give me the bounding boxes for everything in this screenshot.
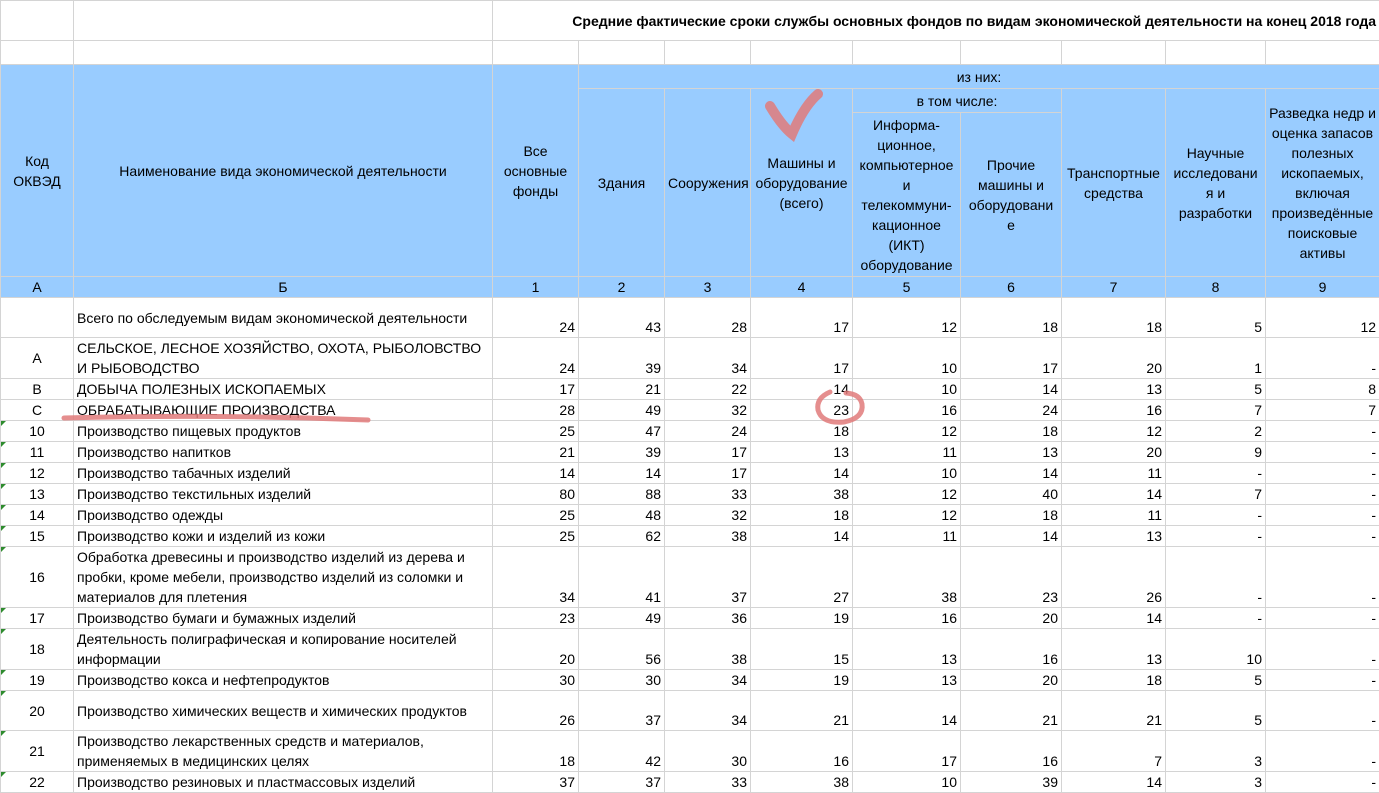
value-cell-col-4[interactable]: 16: [751, 731, 853, 772]
value-cell-col-1[interactable]: 25: [493, 421, 579, 442]
value-cell-col-9[interactable]: -: [1266, 629, 1379, 670]
row-code-cell[interactable]: 13: [1, 484, 74, 505]
value-cell-col-7[interactable]: 26: [1062, 547, 1166, 608]
value-cell-col-9[interactable]: -: [1266, 338, 1379, 379]
value-cell-col-4[interactable]: 17: [751, 338, 853, 379]
value-cell-col-9[interactable]: -: [1266, 484, 1379, 505]
table-row: [1, 629, 1379, 670]
value-cell-col-8[interactable]: 5: [1166, 670, 1266, 691]
value-cell-col-1[interactable]: 34: [493, 547, 579, 608]
column-index-1[interactable]: Б: [74, 277, 493, 298]
value-cell-col-1[interactable]: 17: [493, 379, 579, 400]
value-cell-col-9[interactable]: -: [1266, 608, 1379, 629]
value-cell-col-2[interactable]: 39: [579, 338, 665, 379]
value-cell-col-5[interactable]: 10: [853, 463, 961, 484]
value-cell-col-1[interactable]: 25: [493, 526, 579, 547]
value-cell-col-5[interactable]: 12: [853, 298, 961, 338]
header-including[interactable]: в том числе:: [853, 89, 1062, 113]
value-cell-col-9[interactable]: -: [1266, 731, 1379, 772]
column-index-8[interactable]: 7: [1062, 277, 1166, 298]
value-cell-col-4[interactable]: 13: [751, 442, 853, 463]
value-cell-col-4[interactable]: 14: [751, 463, 853, 484]
column-index-row: [1, 277, 1379, 298]
row-name-cell[interactable]: Производство резиновых и пластмассовых изделий: [74, 772, 493, 793]
value-cell-col-3[interactable]: 33: [665, 484, 751, 505]
value-cell-col-7[interactable]: 11: [1062, 505, 1166, 526]
value-cell-col-3[interactable]: 38: [665, 629, 751, 670]
value-cell-col-6[interactable]: 39: [961, 772, 1062, 793]
header-ict[interactable]: Информа-ционное, компьютерное и телекоммуни-кационное (ИКТ) оборудование: [853, 113, 961, 277]
row-code-cell[interactable]: 15: [1, 526, 74, 547]
row-code-cell[interactable]: 11: [1, 442, 74, 463]
value-cell-col-8[interactable]: 5: [1166, 379, 1266, 400]
data-rows: [1, 298, 1379, 793]
value-cell-col-5[interactable]: 11: [853, 526, 961, 547]
value-cell-col-4[interactable]: 19: [751, 608, 853, 629]
value-cell-col-4[interactable]: 18: [751, 421, 853, 442]
table-row: [1, 400, 1379, 421]
value-cell-col-3[interactable]: 32: [665, 505, 751, 526]
value-cell-col-7[interactable]: 11: [1062, 463, 1166, 484]
value-cell-col-4[interactable]: 17: [751, 298, 853, 338]
value-cell-col-3[interactable]: 37: [665, 547, 751, 608]
value-cell-col-5[interactable]: 10: [853, 379, 961, 400]
value-cell-col-7[interactable]: 14: [1062, 608, 1166, 629]
value-cell-col-4[interactable]: 14: [751, 526, 853, 547]
value-cell-col-4[interactable]: 18: [751, 505, 853, 526]
value-cell-col-7[interactable]: 14: [1062, 772, 1166, 793]
value-cell-col-2[interactable]: 56: [579, 629, 665, 670]
value-cell-col-3[interactable]: 24: [665, 421, 751, 442]
row-name-cell[interactable]: Производство текстильных изделий: [74, 484, 493, 505]
value-cell-col-7[interactable]: 14: [1062, 484, 1166, 505]
value-cell-col-4[interactable]: 21: [751, 691, 853, 731]
value-cell-col-8[interactable]: 5: [1166, 298, 1266, 338]
value-cell-col-7[interactable]: 13: [1062, 526, 1166, 547]
value-cell-col-3[interactable]: 32: [665, 400, 751, 421]
value-cell-col-6[interactable]: 13: [961, 442, 1062, 463]
table-row: [1, 338, 1379, 379]
header-other-machinery[interactable]: Прочие машины и оборудовани е: [961, 113, 1062, 277]
value-cell-col-2[interactable]: 39: [579, 442, 665, 463]
table-row: [1, 526, 1379, 547]
value-cell-col-8[interactable]: 3: [1166, 731, 1266, 772]
value-cell-col-4[interactable]: 23: [751, 400, 853, 421]
value-cell-col-8[interactable]: -: [1166, 608, 1266, 629]
row-name-cell[interactable]: Производство бумаги и бумажных изделий: [74, 608, 493, 629]
column-index-2[interactable]: 1: [493, 277, 579, 298]
row-code-cell[interactable]: 10: [1, 421, 74, 442]
value-cell-col-9[interactable]: -: [1266, 442, 1379, 463]
table-row: [1, 484, 1379, 505]
row-name-cell[interactable]: Производство кокса и нефтепродуктов: [74, 670, 493, 691]
header-exploration[interactable]: Разведка недр и оценка запасов полезных ископаемых, включая произведённые поисковые активы: [1266, 89, 1379, 277]
column-index-9[interactable]: 8: [1166, 277, 1266, 298]
header-transport[interactable]: Транспортные средства: [1062, 89, 1166, 277]
value-cell-col-5[interactable]: 10: [853, 338, 961, 379]
value-cell-col-9[interactable]: -: [1266, 505, 1379, 526]
column-index-6[interactable]: 5: [853, 277, 961, 298]
value-cell-col-2[interactable]: 37: [579, 772, 665, 793]
value-cell-col-2[interactable]: 14: [579, 463, 665, 484]
value-cell-col-8[interactable]: -: [1166, 526, 1266, 547]
header-buildings[interactable]: Здания: [579, 89, 665, 277]
value-cell-col-5[interactable]: 12: [853, 484, 961, 505]
value-cell-col-6[interactable]: 17: [961, 338, 1062, 379]
value-cell-col-8[interactable]: -: [1166, 505, 1266, 526]
value-cell-col-2[interactable]: 62: [579, 526, 665, 547]
value-cell-col-6[interactable]: 23: [961, 547, 1062, 608]
value-cell-col-7[interactable]: 20: [1062, 338, 1166, 379]
row-code-cell[interactable]: 21: [1, 731, 74, 772]
value-cell-col-8[interactable]: 5: [1166, 691, 1266, 731]
value-cell-col-6[interactable]: 18: [961, 298, 1062, 338]
value-cell-col-7[interactable]: 21: [1062, 691, 1166, 731]
table-row: [1, 298, 1379, 338]
value-cell-col-6[interactable]: 20: [961, 608, 1062, 629]
table-row: [1, 731, 1379, 772]
value-cell-col-9[interactable]: 12: [1266, 298, 1379, 338]
table-row: [1, 505, 1379, 526]
value-cell-col-6[interactable]: 20: [961, 670, 1062, 691]
row-code-cell[interactable]: B: [1, 379, 74, 400]
value-cell-col-3[interactable]: 34: [665, 338, 751, 379]
value-cell-col-7[interactable]: 13: [1062, 629, 1166, 670]
value-cell-col-2[interactable]: 42: [579, 731, 665, 772]
value-cell-col-5[interactable]: 13: [853, 629, 961, 670]
column-index-3[interactable]: 2: [579, 277, 665, 298]
value-cell-col-7[interactable]: 18: [1062, 670, 1166, 691]
value-cell-col-5[interactable]: 12: [853, 505, 961, 526]
value-cell-col-5[interactable]: 16: [853, 608, 961, 629]
header-machinery[interactable]: Машины и оборудование (всего): [751, 89, 853, 277]
row-name-cell[interactable]: Всего по обследуемым видам экономической деятельности: [74, 298, 493, 338]
header-name[interactable]: Наименование вида экономической деятельности: [74, 65, 493, 277]
table-row: [1, 772, 1379, 793]
row-name-cell[interactable]: Производство лекарственных средств и материалов, применяемых в медицинских целях: [74, 731, 493, 772]
value-cell-col-9[interactable]: -: [1266, 670, 1379, 691]
row-code-cell[interactable]: 17: [1, 608, 74, 629]
value-cell-col-4[interactable]: 19: [751, 670, 853, 691]
value-cell-col-7[interactable]: 16: [1062, 400, 1166, 421]
value-cell-col-6[interactable]: 40: [961, 484, 1062, 505]
value-cell-col-8[interactable]: 1: [1166, 338, 1266, 379]
value-cell-col-2[interactable]: 47: [579, 421, 665, 442]
value-cell-col-8[interactable]: -: [1166, 463, 1266, 484]
value-cell-col-2[interactable]: 41: [579, 547, 665, 608]
value-cell-col-1[interactable]: 24: [493, 338, 579, 379]
value-cell-col-1[interactable]: 23: [493, 608, 579, 629]
column-index-0[interactable]: А: [1, 277, 74, 298]
value-cell-col-1[interactable]: 80: [493, 484, 579, 505]
value-cell-col-4[interactable]: 14: [751, 379, 853, 400]
value-cell-col-6[interactable]: 21: [961, 691, 1062, 731]
value-cell-col-2[interactable]: 43: [579, 298, 665, 338]
row-code-cell[interactable]: 18: [1, 629, 74, 670]
header-of-which[interactable]: из них:: [579, 65, 1379, 89]
value-cell-col-1[interactable]: 26: [493, 691, 579, 731]
value-cell-col-1[interactable]: 21: [493, 442, 579, 463]
value-cell-col-8[interactable]: 9: [1166, 442, 1266, 463]
table-row: [1, 608, 1379, 629]
row-name-cell[interactable]: Обработка древесины и производство изделий из дерева и пробки, кроме мебели, производство изделий из соломки и материалов для плетения: [74, 547, 493, 608]
row-name-cell[interactable]: Производство кожи и изделий из кожи: [74, 526, 493, 547]
value-cell-col-8[interactable]: 10: [1166, 629, 1266, 670]
value-cell-col-2[interactable]: 88: [579, 484, 665, 505]
value-cell-col-8[interactable]: 2: [1166, 421, 1266, 442]
value-cell-col-3[interactable]: 30: [665, 731, 751, 772]
value-cell-col-9[interactable]: 7: [1266, 400, 1379, 421]
column-index-7[interactable]: 6: [961, 277, 1062, 298]
value-cell-col-9[interactable]: 8: [1266, 379, 1379, 400]
column-index-10[interactable]: 9: [1266, 277, 1379, 298]
table-row: [1, 463, 1379, 484]
value-cell-col-5[interactable]: 10: [853, 772, 961, 793]
value-cell-col-6[interactable]: 14: [961, 526, 1062, 547]
header-research[interactable]: Научные исследовани я и разработки: [1166, 89, 1266, 277]
row-code-cell[interactable]: A: [1, 338, 74, 379]
value-cell-col-2[interactable]: 30: [579, 670, 665, 691]
value-cell-col-5[interactable]: 17: [853, 731, 961, 772]
blank-row: [1, 41, 1379, 65]
header-code[interactable]: Код ОКВЭД: [1, 65, 74, 277]
row-code-cell[interactable]: C: [1, 400, 74, 421]
value-cell-col-3[interactable]: 22: [665, 379, 751, 400]
row-name-cell[interactable]: Деятельность полиграфическая и копирование носителей информации: [74, 629, 493, 670]
value-cell-col-2[interactable]: 37: [579, 691, 665, 731]
table-row: [1, 691, 1379, 731]
table-row: [1, 421, 1379, 442]
value-cell-col-5[interactable]: 11: [853, 442, 961, 463]
table-row: [1, 379, 1379, 400]
table-row: [1, 670, 1379, 691]
value-cell-col-4[interactable]: 38: [751, 484, 853, 505]
row-name-cell[interactable]: Производство одежды: [74, 505, 493, 526]
value-cell-col-3[interactable]: 17: [665, 442, 751, 463]
value-cell-col-2[interactable]: 48: [579, 505, 665, 526]
value-cell-col-3[interactable]: 33: [665, 772, 751, 793]
value-cell-col-4[interactable]: 27: [751, 547, 853, 608]
value-cell-col-6[interactable]: 18: [961, 421, 1062, 442]
value-cell-col-1[interactable]: 25: [493, 505, 579, 526]
value-cell-col-6[interactable]: 16: [961, 731, 1062, 772]
value-cell-col-6[interactable]: 24: [961, 400, 1062, 421]
value-cell-col-3[interactable]: 17: [665, 463, 751, 484]
value-cell-col-6[interactable]: 14: [961, 463, 1062, 484]
value-cell-col-9[interactable]: -: [1266, 772, 1379, 793]
value-cell-col-9[interactable]: -: [1266, 463, 1379, 484]
header-structures[interactable]: Сооружения: [665, 89, 751, 277]
header-row-1: [1, 65, 1379, 89]
value-cell-col-6[interactable]: 14: [961, 379, 1062, 400]
value-cell-col-2[interactable]: 49: [579, 608, 665, 629]
row-code-cell[interactable]: 20: [1, 691, 74, 731]
value-cell-col-1[interactable]: 14: [493, 463, 579, 484]
value-cell-col-1[interactable]: 18: [493, 731, 579, 772]
value-cell-col-8[interactable]: 3: [1166, 772, 1266, 793]
title-row: [1, 1, 1379, 41]
value-cell-col-3[interactable]: 34: [665, 670, 751, 691]
value-cell-col-7[interactable]: 13: [1062, 379, 1166, 400]
row-code-cell[interactable]: [1, 298, 74, 338]
row-name-cell[interactable]: Производство пищевых продуктов: [74, 421, 493, 442]
value-cell-col-5[interactable]: 16: [853, 400, 961, 421]
value-cell-col-1[interactable]: 24: [493, 298, 579, 338]
row-name-cell[interactable]: СЕЛЬСКОЕ, ЛЕСНОЕ ХОЗЯЙСТВО, ОХОТА, РЫБОЛОВСТВО И РЫБОВОДСТВО: [74, 338, 493, 379]
value-cell-col-1[interactable]: 28: [493, 400, 579, 421]
row-code-cell[interactable]: 22: [1, 772, 74, 793]
row-name-cell[interactable]: Производство напитков: [74, 442, 493, 463]
value-cell-col-4[interactable]: 15: [751, 629, 853, 670]
value-cell-col-4[interactable]: 38: [751, 772, 853, 793]
value-cell-col-7[interactable]: 20: [1062, 442, 1166, 463]
row-name-cell[interactable]: ОБРАБАТЫВАЮЩИЕ ПРОИЗВОДСТВА: [74, 400, 493, 421]
value-cell-col-7[interactable]: 12: [1062, 421, 1166, 442]
value-cell-col-7[interactable]: 18: [1062, 298, 1166, 338]
value-cell-col-8[interactable]: 7: [1166, 400, 1266, 421]
row-code-cell[interactable]: 14: [1, 505, 74, 526]
value-cell-col-2[interactable]: 21: [579, 379, 665, 400]
value-cell-col-5[interactable]: 38: [853, 547, 961, 608]
value-cell-col-5[interactable]: 14: [853, 691, 961, 731]
value-cell-col-5[interactable]: 13: [853, 670, 961, 691]
row-name-cell[interactable]: ДОБЫЧА ПОЛЕЗНЫХ ИСКОПАЕМЫХ: [74, 379, 493, 400]
row-name-cell[interactable]: Производство табачных изделий: [74, 463, 493, 484]
value-cell-col-5[interactable]: 12: [853, 421, 961, 442]
value-cell-col-9[interactable]: -: [1266, 526, 1379, 547]
row-name-cell[interactable]: Производство химических веществ и химических продуктов: [74, 691, 493, 731]
column-index-4[interactable]: 3: [665, 277, 751, 298]
header-all[interactable]: Все основные фонды: [493, 65, 579, 277]
row-code-cell[interactable]: 19: [1, 670, 74, 691]
value-cell-col-6[interactable]: 16: [961, 629, 1062, 670]
sheet-title[interactable]: Средние фактические сроки службы основных фондов по видам экономической деятельности на конец 2018 года: [493, 1, 1379, 41]
column-index-5[interactable]: 4: [751, 277, 853, 298]
table-row: [1, 547, 1379, 608]
value-cell-col-7[interactable]: 7: [1062, 731, 1166, 772]
value-cell-col-1[interactable]: 37: [493, 772, 579, 793]
value-cell-col-1[interactable]: 20: [493, 629, 579, 670]
value-cell-col-3[interactable]: 36: [665, 608, 751, 629]
value-cell-col-6[interactable]: 18: [961, 505, 1062, 526]
value-cell-col-2[interactable]: 49: [579, 400, 665, 421]
value-cell-col-1[interactable]: 30: [493, 670, 579, 691]
value-cell-col-3[interactable]: 38: [665, 526, 751, 547]
value-cell-col-9[interactable]: -: [1266, 547, 1379, 608]
value-cell-col-9[interactable]: -: [1266, 691, 1379, 731]
table-row: [1, 442, 1379, 463]
row-code-cell[interactable]: 12: [1, 463, 74, 484]
value-cell-col-8[interactable]: -: [1166, 547, 1266, 608]
value-cell-col-8[interactable]: 7: [1166, 484, 1266, 505]
value-cell-col-3[interactable]: 34: [665, 691, 751, 731]
value-cell-col-9[interactable]: -: [1266, 421, 1379, 442]
value-cell-col-3[interactable]: 28: [665, 298, 751, 338]
row-code-cell[interactable]: 16: [1, 547, 74, 608]
